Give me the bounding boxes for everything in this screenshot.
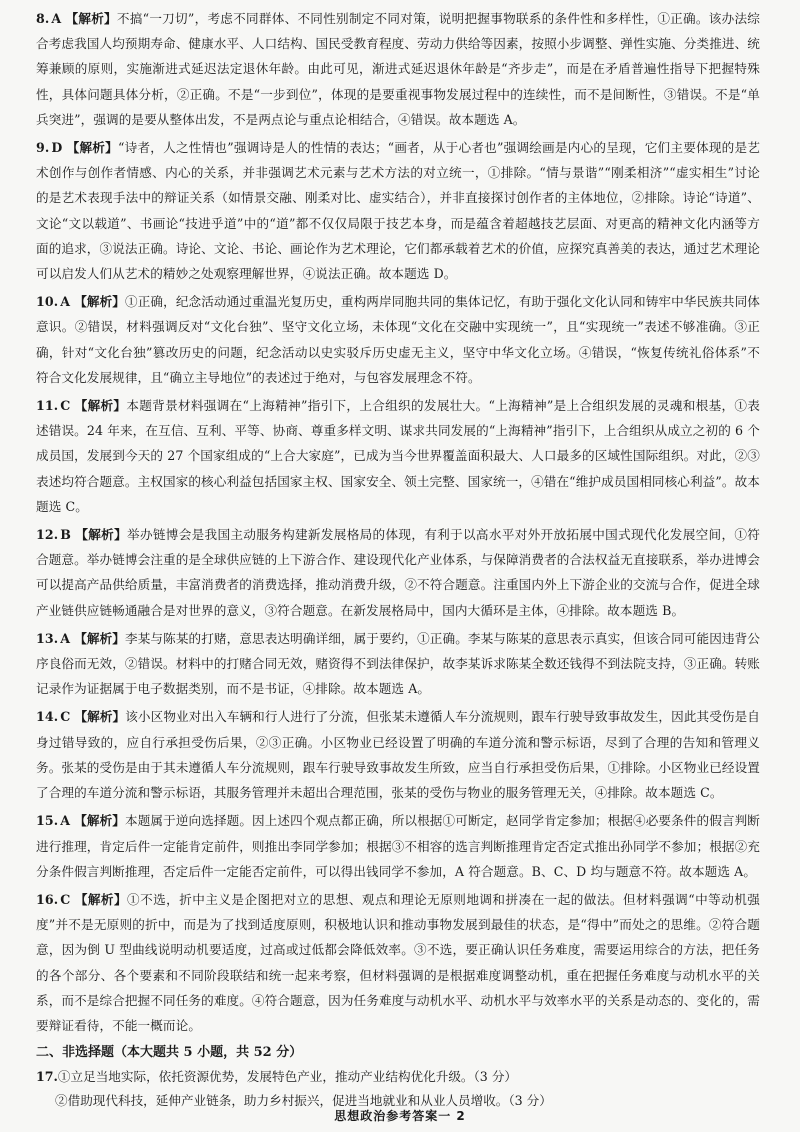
analysis-tag: 【解析】 (74, 813, 126, 829)
question-number: 8. (36, 11, 50, 26)
analysis-text: 本题属于逆向选择题。因上述四个观点都正确，所以根据①可断定，赵同学肯定参加；根据④必要条件的假言判断进行推理，肯定后件一定能肯定前件，则推出李同学参加；根据③不相容的选言判断推理肯定否定式推出孙同学不参加；根据②充分条件假言判断推理，否定后件一定能否定前件，可以得出钱同学不参加，A 符合题意。B、C、D 均与题意不符。故本题选 A。 (36, 813, 761, 879)
answer-item-8 (36, 6, 760, 132)
analysis-tag: 【解析】 (74, 294, 126, 310)
answer-letter: A (60, 630, 71, 646)
answer-letter: A (60, 813, 71, 829)
answer-item-10 (36, 289, 760, 390)
analysis-tag: 【解析】 (74, 630, 126, 646)
analysis-tag: 【解析】 (75, 527, 128, 543)
question-number: 10. (36, 294, 59, 310)
answer-letter: C (60, 891, 71, 907)
answer-item-11 (36, 393, 760, 519)
analysis-text: 举办链博会是我国主动服务构建新发展格局的体现，有利于以高水平对外开放拓展中国式现代化发展空间，①符合题意。举办链博会注重的是全球供应链的上下游合作、建设现代化产业体系，与保障消费者的合法权益无直接联系，举办进博会可以提高产品供给质量，丰富消费者的消费选择，推动消费升级，②不符合题意。注重国内外上下游企业的交流与合作，促进全球产业链供应链畅通融合是对世界的意义，③符合题意。在新发展格局中，国内大循环是主体，④排除。故本题选 B。 (36, 527, 761, 618)
question-number: 15. (36, 813, 59, 829)
analysis-text: 该小区物业对出入车辆和行人进行了分流，但张某未遵循人车分流规则，跟车行驶导致事故发生，因此其受伤是自身过错导致的，应自行承担受伤后果，②③正确。小区物业已经设置了明确的车道分流和警示标语，尽到了合理的告知和管理义务。张某的受伤是由于其未遵循人车分流规则，跟车行驶导致事故发生所致，应当自行承担受伤后果，①排除。小区物业已经设置了合理的车道分流和警示标语，其服务管理并未超出合理范围，张某的受伤与物业的服务管理无关，④排除。故本题选 C。 (36, 709, 760, 801)
answer-letter: D (51, 140, 63, 156)
question-number: 14. (36, 709, 59, 725)
analysis-text: “诗者，人之性情也”强调诗是人的性情的表达；“画者，从于心者也”强调绘画是内心的呈现，它们主要体现的是艺术创作与创作者情感、内心的关系，并非强调艺术元素与艺术方法的对立统一，①排除。“情与景谐”“刚柔相济”“虚实相生”讨论的是艺术表现手法中的辩证关系（如情景交融、刚柔对比、虚实结合），并非直接探讨创作者的主体地位，②排除。诗论“诗道”、文论“文以载道”、书画论“技进乎道”中的“道”都不仅仅局限于技艺本身，而是蕴含着超越技艺层面、对更高的精神文化内涵等方面的追求，③说法正确。诗论、文论、书论、画论作为艺术理论，它们都承载着艺术的价值，应探究真善美的表达，通过艺术理论可以启发人们从艺术的精妙之处观察理解世界，④说法正确。故本题选 D。 (36, 140, 761, 282)
analysis-text: 不搞“一刀切”，考虑不同群体、不同性别制定不同对策，说明把握事物联系的条件性和多样性，①正确。该办法综合考虑我国人均预期寿命、健康水平、人口结构、国民受教育程度、劳动力供给等因素，按照小步调整、弹性实施、分类推进、统筹兼顾的原则，实施渐进式延迟法定退休年龄。由此可见，渐进式延迟退休年龄是“齐步走”，而是在矛盾普遍性指导下把握特殊性，具体问题具体分析，②正确。不是“一步到位”，体现的是要重视事物发展过程中的连续性，而不是间断性，③错误。不是“单兵突进”，强调的是要从整体出发，不是两点论与重点论相结合，④错误。故本题选 A。 (36, 11, 760, 127)
analysis-text: 李某与陈某的打赌，意思表达明确详细，属于要约，①正确。李某与陈某的意思表示真实，但该合同可能因违背公序良俗而无效，②错误。材料中的打赌合同无效，赌资得不到法律保护，故李某诉求陈某全数还钱得不到法院支持，③正确。转账记录作为证据属于电子数据类别，而不是书证，④排除。故本题选 A。 (36, 630, 761, 697)
answer-item-15 (36, 808, 760, 884)
answer-item-14 (36, 704, 760, 805)
analysis-tag: 【解析】 (65, 11, 117, 26)
question-number: 17. (36, 1069, 58, 1085)
answer-item-17-line-1 (36, 1065, 760, 1089)
page-footer: 思想政治参考答案一 2 (334, 1109, 466, 1123)
analysis-text: ①不选，折中主义是企图把对立的思想、观点和理论无原则地调和拼凑在一起的做法。但材料强调“中等动机强度”并不是无原则的折中，而是为了找到适度原则，积极地认识和推动事物发展到最佳的状态，是“得中”而处之的思维。②符合题意，因为倒 U 型曲线说明动机要适度，过高或过低都会降低效率。③不选，要正确认识任务难度，需要运用综合的方法，把任务的各个部分、各个要素和不同阶段联结和统一起来考察，但材料强调的是根据难度调整动机，重在把握任务难度与动机水平的关系，而不是综合把握不同任务的难度。④符合题意，因为任务难度与动机水平、动机水平与效率水平的关系是动态的、变化的，需要辩证看待，不能一概而论。 (36, 891, 760, 1033)
section-heading: 二、非选择题（本大题共 5 小题，共 52 分） (36, 1045, 303, 1061)
answer-item-9 (36, 135, 760, 286)
answer-letter: A (60, 294, 71, 310)
answer-item-13 (36, 626, 760, 702)
answer-letter: B (60, 527, 71, 543)
analysis-tag: 【解析】 (74, 891, 128, 907)
analysis-tag: 【解析】 (74, 709, 126, 725)
question-number: 13. (36, 630, 59, 646)
answer-letter: C (60, 709, 71, 725)
analysis-tag: 【解析】 (74, 398, 127, 414)
question-number: 9. (36, 140, 50, 156)
analysis-tag: 【解析】 (66, 140, 118, 156)
analysis-text: 本题背景材料强调在“上海精神”指引下，上合组织的发展壮大。“上海精神”是上合组织发展的灵魂和根基，①表述错误。24 年来，在互信、互利、平等、协商、尊重多样文明、谋求共同发展的“上海精神”指引下，上合组织从成立之初的 6 个成员国，发展到今天的 27 个国家组成的“上合大家庭”，已成为当今世界覆盖面积最大、人口最多的区域性国际组织。对此，②③表述均符合题意。主权国家的核心利益包括国家主权、国家安全、领土完整、国家统一，④错在“维护成员国相同核心利益”。故本题选 C。 (36, 398, 760, 514)
question-number: 12. (36, 527, 59, 543)
answer-letter: C (60, 398, 71, 414)
question-number: 11. (36, 398, 59, 414)
answer-letter: A (51, 11, 62, 26)
answer-item-16 (36, 887, 760, 1038)
answer-point: ②借助现代科技，延伸产业链条，助力乡村振兴，促进当地就业和从业人员增收。（3 分） (55, 1093, 552, 1109)
answer-item-12 (36, 522, 760, 623)
analysis-text: ①正确，纪念活动通过重温光复历史，重构两岸同胞共同的集体记忆，有助于强化文化认同和铸牢中华民族共同体意识。②错误，材料强调反对“文化台独”、坚守文化立场，未体现“文化在交融中实现统一”，且“实现统一”表述不够准确。③正确，针对“文化台独”篡改历史的问题，纪念活动以史实驳斥历史虚无主义，坚守中华文化立场。④错误，“恢复传统礼俗体系”不符合文化发展规律，且“确立主导地位”的表述过于绝对，与包容发展理念不符。 (36, 294, 761, 385)
answer-point: ①立足当地实际，依托资源优势，发展特色产业，推动产业结构优化升级。（3 分） (57, 1069, 518, 1085)
question-number: 16. (36, 891, 59, 907)
